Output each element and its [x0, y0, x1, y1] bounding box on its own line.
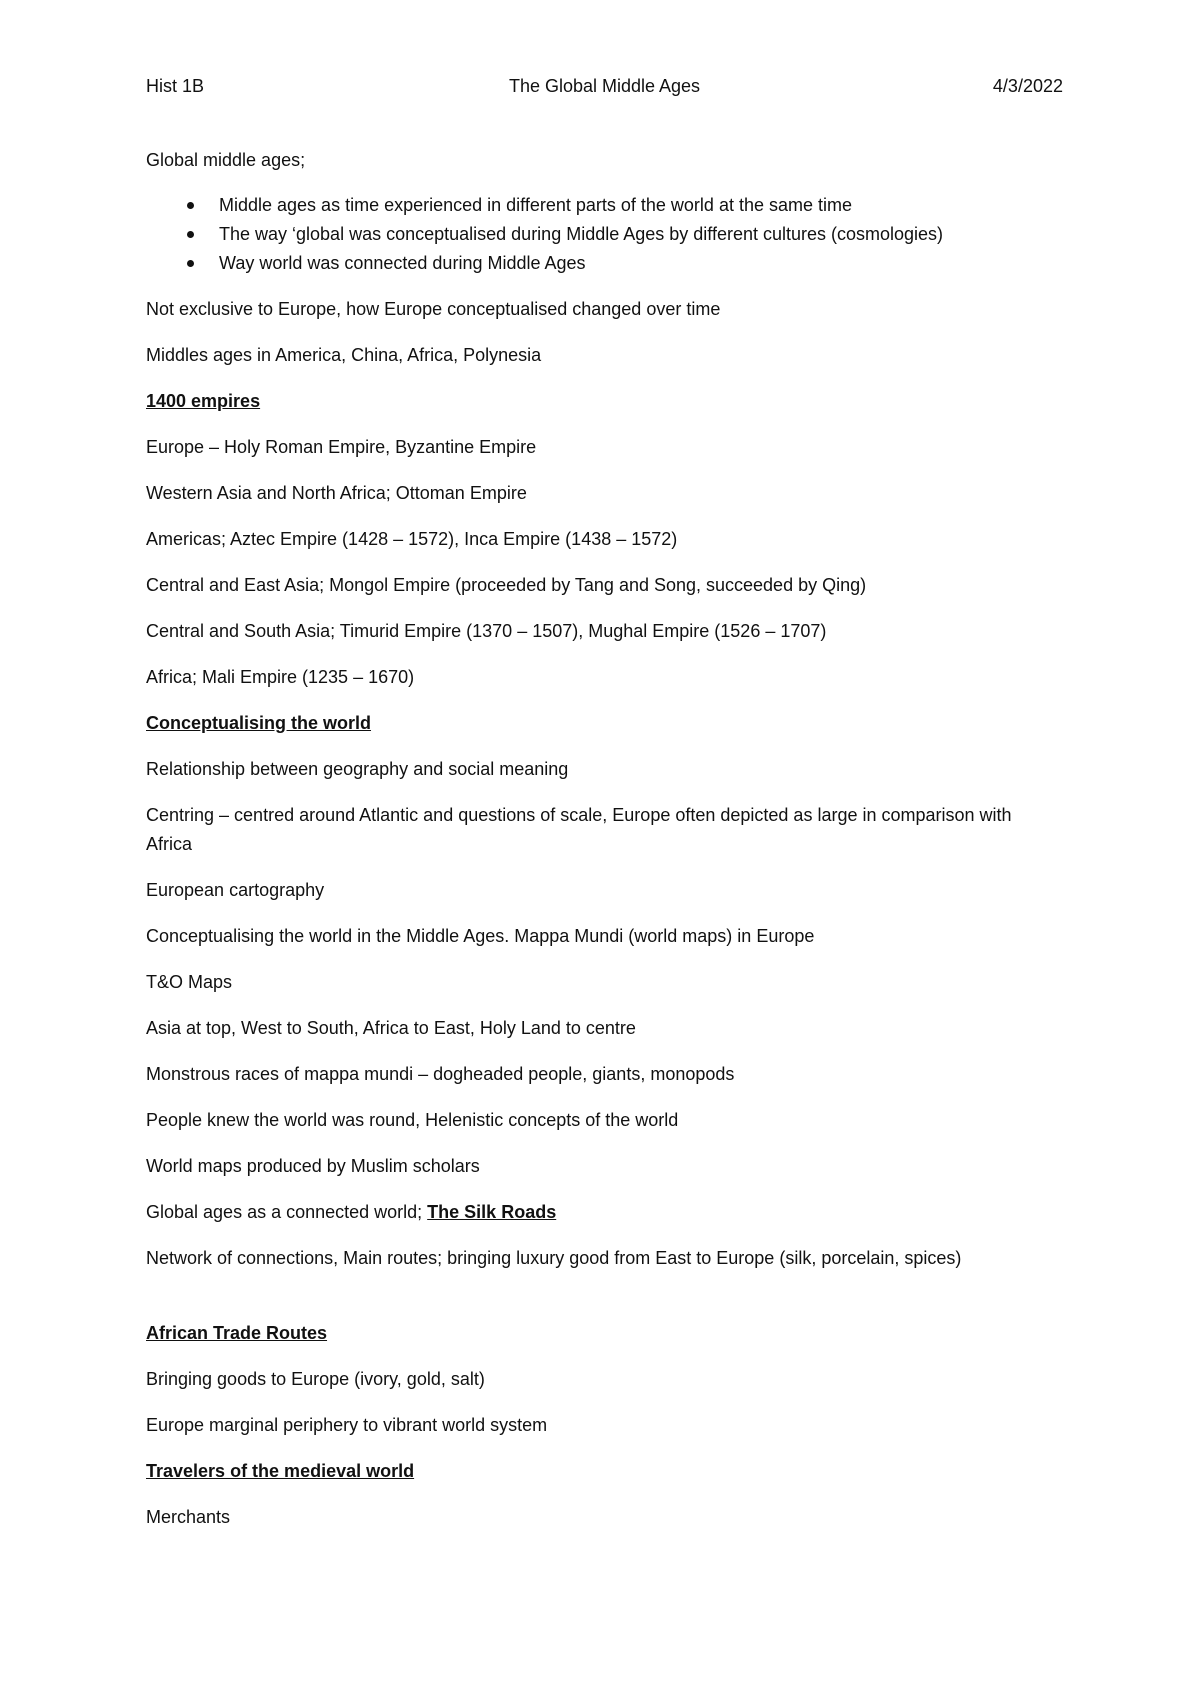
- paragraph: Relationship between geography and social meaning: [146, 759, 569, 779]
- paragraph: Monstrous races of mappa mundi – dogheaded people, giants, monopods: [146, 1064, 735, 1084]
- paragraph: Europe – Holy Roman Empire, Byzantine Empire: [146, 437, 537, 457]
- bullet-icon: [187, 260, 194, 267]
- paragraph-silk-roads: [146, 1198, 556, 1227]
- paragraph: Bringing goods to Europe (ivory, gold, salt): [146, 1369, 485, 1389]
- paragraph: Merchants: [146, 1507, 231, 1527]
- header-course: Hist 1B: [146, 76, 205, 96]
- bullet-text: The way ‘global was conceptualised during Middle Ages by different cultures (cosmologies): [219, 224, 944, 244]
- section-heading-travelers: Travelers of the medieval world: [146, 1461, 415, 1481]
- inline-heading-silk-roads: The Silk Roads: [427, 1202, 557, 1222]
- bullet-icon: [187, 202, 194, 209]
- paragraph: Network of connections, Main routes; bringing luxury good from East to Europe (silk, porcelain, spices): [146, 1248, 962, 1268]
- paragraph: Europe marginal periphery to vibrant world system: [146, 1415, 548, 1435]
- bullet-icon: [187, 231, 194, 238]
- section-heading-conceptualising: Conceptualising the world: [146, 713, 372, 733]
- paragraph: Central and East Asia; Mongol Empire (proceeded by Tang and Song, succeeded by Qing): [146, 575, 867, 595]
- paragraph: European cartography: [146, 880, 325, 900]
- paragraph: Central and South Asia; Timurid Empire (1370 – 1507), Mughal Empire (1526 – 1707): [146, 621, 827, 641]
- paragraph: T&O Maps: [146, 972, 233, 992]
- paragraph: World maps produced by Muslim scholars: [146, 1156, 480, 1176]
- intro-label: Global middle ages;: [146, 150, 306, 170]
- paragraph: People knew the world was round, Helenistic concepts of the world: [146, 1110, 679, 1130]
- header-title: The Global Middle Ages: [508, 76, 701, 96]
- paragraph: Middles ages in America, China, Africa, Polynesia: [146, 345, 542, 365]
- paragraph: Centring – centred around Atlantic and questions of scale, Europe often depicted as large in comparison with Africa: [146, 805, 1012, 854]
- paragraph: Americas; Aztec Empire (1428 – 1572), Inca Empire (1438 – 1572): [146, 529, 678, 549]
- header-date: 4/3/2022: [992, 76, 1063, 96]
- section-heading-african-trade: African Trade Routes: [146, 1323, 328, 1343]
- bullet-text: Middle ages as time experienced in different parts of the world at the same time: [219, 195, 852, 215]
- bullet-text: Way world was connected during Middle Ages: [219, 253, 586, 273]
- paragraph: Western Asia and North Africa; Ottoman Empire: [146, 483, 527, 503]
- paragraph: Not exclusive to Europe, how Europe conceptualised changed over time: [146, 299, 721, 319]
- paragraph-text: Global ages as a connected world;: [146, 1202, 428, 1222]
- page-header: [146, 76, 1063, 102]
- paragraph: Asia at top, West to South, Africa to East, Holy Land to centre: [146, 1018, 636, 1038]
- section-heading-1400-empires: 1400 empires: [146, 391, 261, 411]
- paragraph: Conceptualising the world in the Middle Ages. Mappa Mundi (world maps) in Europe: [146, 926, 815, 946]
- paragraph: Africa; Mali Empire (1235 – 1670): [146, 667, 415, 687]
